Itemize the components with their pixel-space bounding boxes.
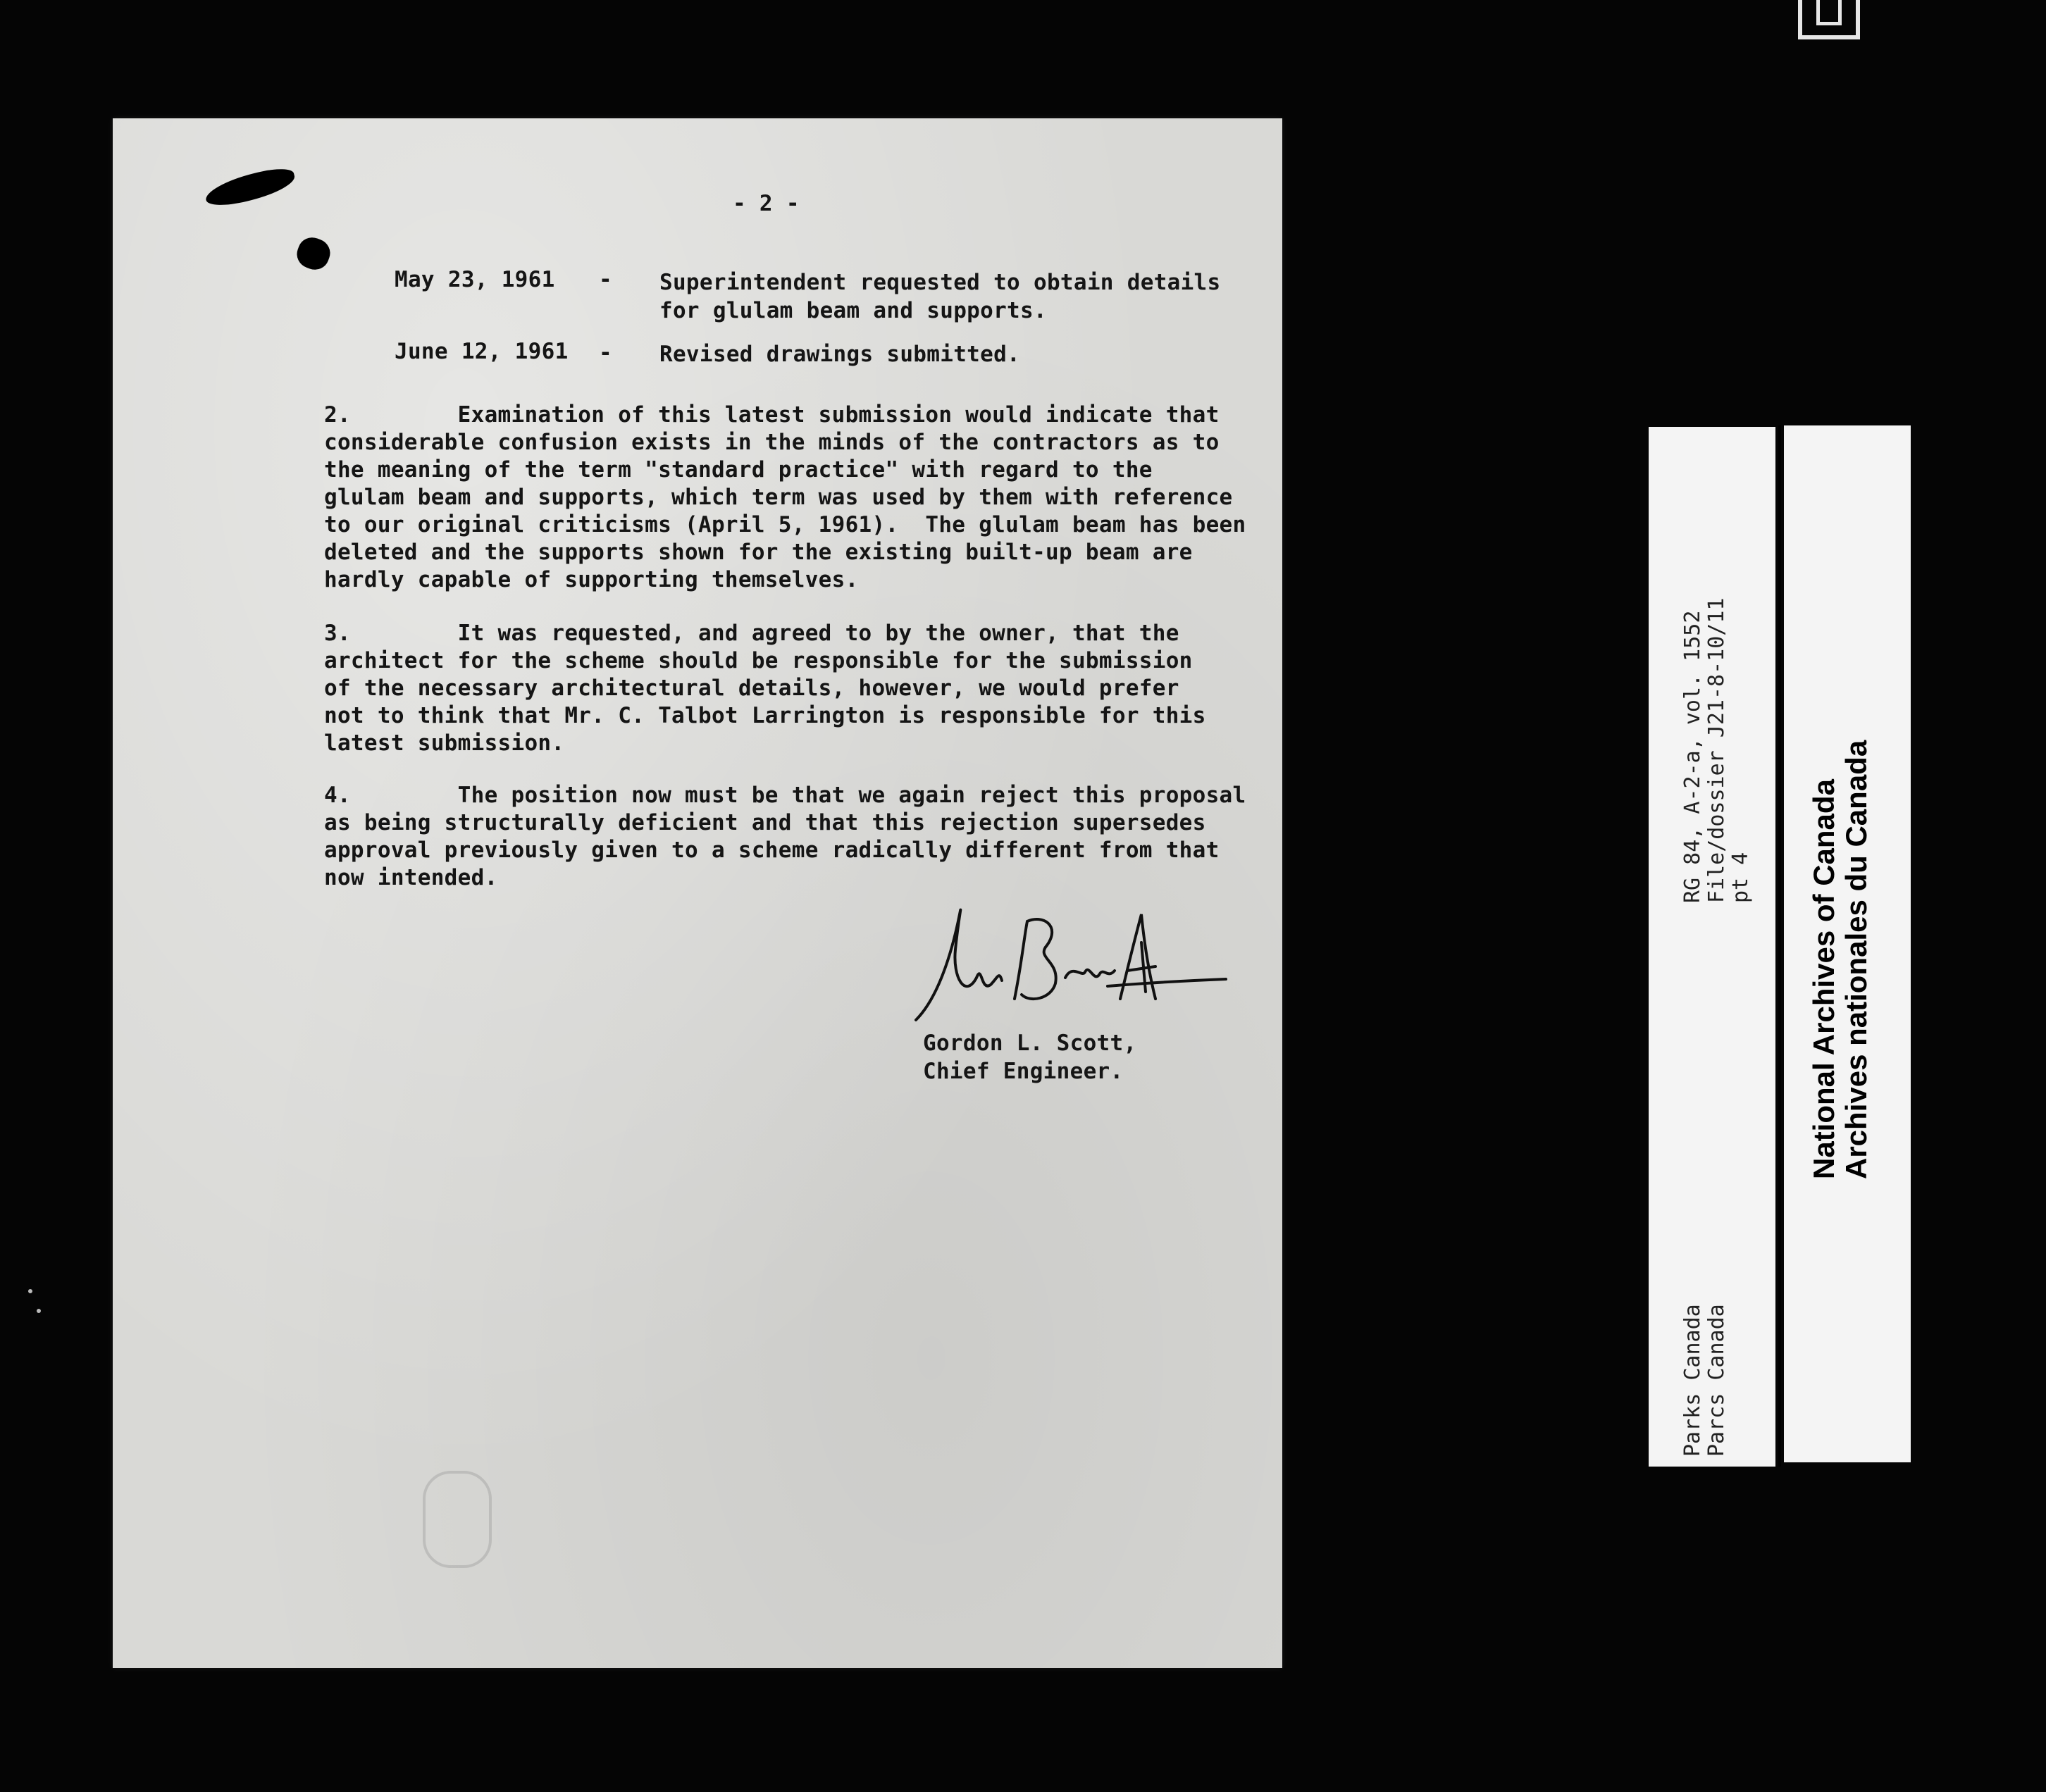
page-number: - 2 -	[733, 191, 800, 216]
paragraph-line: the meaning of the term "standard practice" with regard to the	[324, 457, 1153, 483]
paragraph-line: 3. It was requested, and agreed to by the owner, that the	[324, 621, 1179, 646]
paragraph-line: 4. The position now must be that we again reject this proposal	[324, 783, 1246, 808]
paragraph-line: now intended.	[324, 865, 498, 890]
entry-dash: -	[599, 267, 612, 292]
paragraph-line: approval previously given to a scheme radically different from that	[324, 838, 1220, 863]
signatory-title: Chief Engineer.	[923, 1059, 1124, 1084]
paragraph-line: architect for the scheme should be responsible for the submission	[324, 648, 1193, 673]
paragraph-line: latest submission.	[324, 730, 565, 756]
ink-blot	[293, 233, 334, 273]
entry-line: Revised drawings submitted.	[659, 342, 1021, 367]
reference-line: RG 84, A-2-a, vol. 1552	[1680, 610, 1705, 903]
institution-text	[1808, 740, 1873, 1179]
paragraph-line: as being structurally deficient and that this rejection supersedes	[324, 810, 1206, 835]
reference-line: pt 4	[1728, 852, 1753, 903]
label-divider	[1778, 425, 1781, 1467]
entry-dash: -	[599, 340, 612, 366]
paragraph-line: 2. Examination of this latest submission would indicate that	[324, 402, 1220, 428]
paragraph-line: hardly capable of supporting themselves.	[324, 567, 859, 592]
organization-line: Parcs Canada	[1704, 1304, 1729, 1457]
paragraph-line: considerable confusion exists in the minds of the contractors as to	[324, 430, 1220, 455]
organization-line: Parks Canada	[1680, 1304, 1705, 1457]
archive-reference-label	[1649, 427, 1775, 1467]
film-speck	[28, 1289, 32, 1293]
signatory-name: Gordon L. Scott,	[923, 1031, 1137, 1056]
reference-line: File/dossier J21-8-10/11	[1704, 597, 1729, 903]
paragraph-line: not to think that Mr. C. Talbot Larrington is responsible for this	[324, 703, 1206, 728]
institution-line: National Archives of Canada	[1807, 779, 1840, 1179]
entry-line: for glulam beam and supports.	[659, 298, 1047, 323]
frame-corner-mark-inner	[1816, 0, 1842, 25]
organization-text	[1681, 1304, 1729, 1457]
paragraph-line: glulam beam and supports, which term was used by them with reference	[324, 485, 1233, 510]
reference-text	[1681, 598, 1753, 903]
institution-label	[1784, 425, 1911, 1462]
entry-date: May 23, 1961	[395, 267, 555, 292]
paragraph-line: to our original criticisms (April 5, 1961). The glulam beam has been	[324, 512, 1246, 537]
film-speck	[37, 1309, 41, 1313]
letter-page	[113, 118, 1282, 1668]
paragraph-line: deleted and the supports shown for the existing built-up beam are	[324, 540, 1193, 565]
handwritten-signature	[909, 893, 1233, 1048]
entry-date: June 12, 1961	[395, 339, 569, 364]
institution-line: Archives nationales du Canada	[1840, 740, 1873, 1179]
ink-blot	[203, 164, 298, 211]
paragraph-line: of the necessary architectural details, however, we would prefer	[324, 676, 1179, 701]
faint-stamp-mark	[423, 1471, 492, 1568]
entry-line: Superintendent requested to obtain details	[659, 270, 1221, 295]
